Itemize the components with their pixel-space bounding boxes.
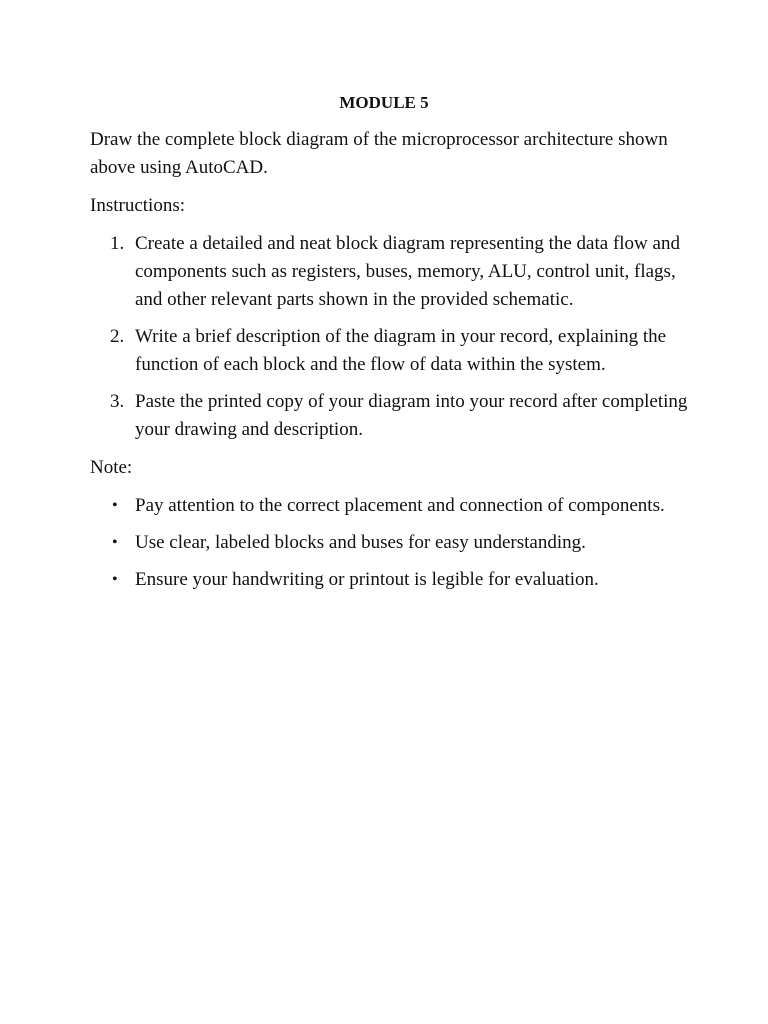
note-text: Ensure your handwriting or printout is legible for evaluation. xyxy=(135,569,599,590)
instruction-number: 1. xyxy=(110,233,125,254)
note-text: Use clear, labeled blocks and buses for easy understanding. xyxy=(135,532,586,553)
bullet-icon: • xyxy=(112,571,118,588)
instruction-text: Write a brief description of the diagram in your record, explaining the function of each block and the flow of data within the system. xyxy=(135,326,667,375)
note-item xyxy=(90,566,690,594)
notes-list xyxy=(90,492,690,594)
intro-paragraph: Draw the complete block diagram of the microprocessor architecture shown above using AutoCAD. xyxy=(90,129,668,178)
instruction-item xyxy=(90,230,690,314)
note-item xyxy=(90,529,690,557)
bullet-icon: • xyxy=(112,497,118,514)
instructions-heading: Instructions: xyxy=(90,195,185,216)
note-heading: Note: xyxy=(90,457,133,478)
instruction-item xyxy=(90,388,690,444)
instructions-list xyxy=(90,230,690,444)
instruction-text: Create a detailed and neat block diagram representing the data flow and components such as registers, buses, memory, ALU, control unit, flags, and other relevant parts shown in the provided schematic. xyxy=(135,233,680,310)
bullet-icon: • xyxy=(112,534,118,551)
module-title: MODULE 5 xyxy=(339,93,429,112)
instruction-number: 3. xyxy=(110,391,125,412)
note-item xyxy=(90,492,690,520)
instruction-number: 2. xyxy=(110,326,125,347)
note-text: Pay attention to the correct placement and connection of components. xyxy=(135,495,665,516)
instruction-item xyxy=(90,323,690,379)
document-body xyxy=(90,126,690,604)
instruction-text: Paste the printed copy of your diagram into your record after completing your drawing and description. xyxy=(135,391,688,440)
